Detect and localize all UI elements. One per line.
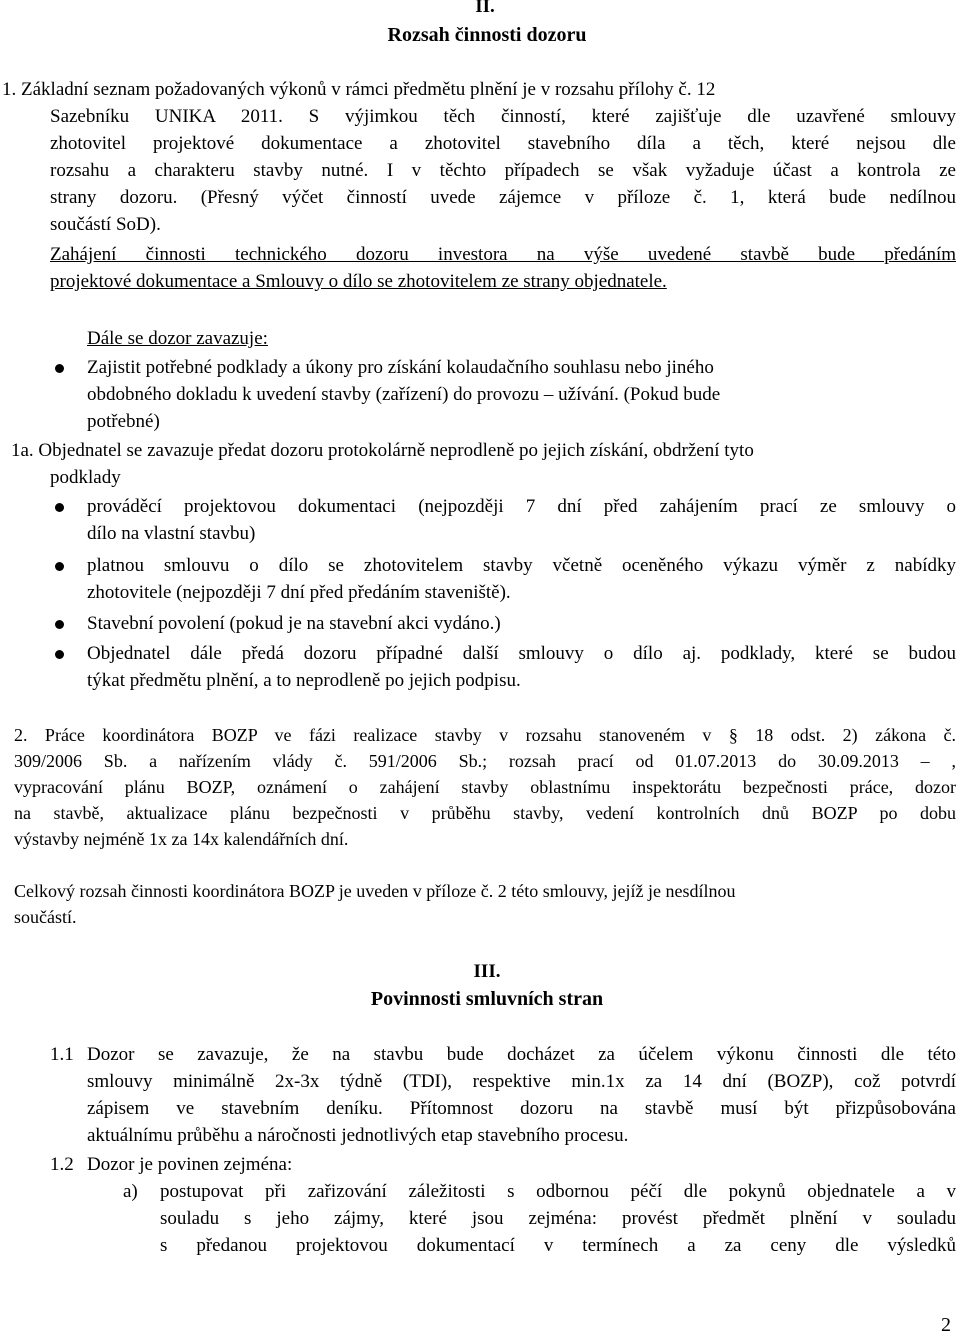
section-number: II. <box>475 0 495 17</box>
text-line: dílo na vlastní stavbu) <box>87 523 256 544</box>
section-title: Rozsah činnosti dozoru <box>387 24 587 46</box>
text-line: prováděcí projektovou dokumentaci (nejpozději 7 dní před zahájením prací ze smlouvy o <box>87 496 956 517</box>
text-line: rozsahu a charakteru stavby nutné. I v těchto případech se však vyžaduje účast a kontrola ze <box>50 160 956 181</box>
section-title: Povinnosti smluvních stran <box>370 988 604 1010</box>
bullet-icon <box>55 650 64 659</box>
text-line: strany dozoru. (Přesný výčet činností uvede zájemce v příloze č. 1, která bude nedílnou <box>50 187 956 208</box>
text-line: součástí. <box>14 907 77 927</box>
text-line: Dozor je povinen zejména: <box>87 1154 293 1175</box>
text-line: výstavby nejméně 1x za 14x kalendářních dní. <box>14 829 349 849</box>
item-label: 1.2 <box>50 1154 74 1175</box>
text-line: vypracování plánu BOZP, oznámení o zahájení stavby oblastnímu inspektorátu bezpečnosti práce, dozor <box>14 777 956 797</box>
item-label: a) <box>123 1181 138 1202</box>
bullet-icon <box>55 503 64 512</box>
text-line: týkat předmětu plnění, a to neprodleně po jejich podpisu. <box>87 670 521 691</box>
text-line: Celkový rozsah činnosti koordinátora BOZP je uveden v příloze č. 2 této smlouvy, jejíž je nesdílnou <box>14 881 736 901</box>
text-line: součástí SoD). <box>50 214 161 235</box>
text-line: zhotovitele (nejpozději 7 dní před předáním staveniště). <box>87 582 511 603</box>
page-number: 2 <box>941 1314 951 1336</box>
text-line: zápisem ve stavebním deníku. Přítomnost dozoru na stavbě musí být přizpůsobována <box>87 1098 956 1119</box>
text-line: obdobného dokladu k uvedení stavby (zařízení) do provozu – užívání. (Pokud bude <box>87 384 721 405</box>
text-line: s předanou projektovou dokumentací v termínech a za ceny dle výsledků <box>160 1235 956 1256</box>
text-line: 309/2006 Sb. a nařízením vlády č. 591/2006 Sb.; rozsah prací od 01.07.2013 do 30.09.2013 – , <box>14 751 956 771</box>
text-line: Sazebníku UNIKA 2011. S výjimkou těch činností, které zajišťuje dle uzavřené smlouvy <box>50 106 956 127</box>
text-line: aktuálnímu průběhu a náročnosti jednotlivých etap stavebního procesu. <box>87 1125 629 1146</box>
text-line: na stavbě, aktualizace plánu bezpečnosti v průběhu stavby, vedení kontrolních dnů BOZP po dobu <box>14 803 956 823</box>
section-number: III. <box>473 961 501 982</box>
text-line: potřebné) <box>87 411 160 432</box>
text-line: Objednatel dále předá dozoru případné další smlouvy o dílo aj. podklady, které se budou <box>87 643 956 664</box>
text-line: Stavební povolení (pokud je na stavební akci vydáno.) <box>87 613 501 634</box>
text-line: Dozor se zavazuje, že na stavbu bude docházet za účelem výkonu činnosti dle této <box>87 1044 956 1065</box>
text-line: 2. Práce koordinátora BOZP ve fázi realizace stavby v rozsahu stanoveném v § 18 odst. 2) zákona č. <box>14 725 956 745</box>
text-line: podklady <box>50 467 121 488</box>
underlined-line: Zahájení činnosti technického dozoru investora na výše uvedené stavbě bude předáním <box>50 244 956 265</box>
dozor-heading: Dále se dozor zavazuje: <box>87 328 268 349</box>
item-label: 1.1 <box>50 1044 74 1065</box>
text-line: zhotovitel projektové dokumentace a zhotovitel stavebního díla a těch, které nejsou dle <box>50 133 956 154</box>
underlined-line: projektové dokumentace a Smlouvy o dílo se zhotovitelem ze strany objednatele. <box>50 271 667 292</box>
text-line: postupovat při zařizování záležitosti s odbornou péčí dle pokynů objednatele a v <box>160 1181 956 1202</box>
text-line: platnou smlouvu o dílo se zhotovitelem stavby včetně oceněného výkazu výměr z nabídky <box>87 555 956 576</box>
text-line: smlouvy minimálně 2x-3x týdně (TDI), respektive min.1x za 14 dní (BOZP), což potvrdí <box>87 1071 956 1092</box>
bullet-icon <box>55 364 64 373</box>
text-line: 1a. Objednatel se zavazuje předat dozoru protokolárně neprodleně po jejich získání, obdržení tyto <box>11 440 754 461</box>
text-line: souladu s jeho zájmy, které jsou zejména: provést předmět plnění v souladu <box>160 1208 956 1229</box>
text-line: 1. Základní seznam požadovaných výkonů v rámci předmětu plnění je v rozsahu přílohy č. 12 <box>2 79 716 100</box>
bullet-icon <box>55 620 64 629</box>
text-line: Zajistit potřebné podklady a úkony pro získání kolaudačního souhlasu nebo jiného <box>87 357 714 378</box>
bullet-icon <box>55 562 64 571</box>
